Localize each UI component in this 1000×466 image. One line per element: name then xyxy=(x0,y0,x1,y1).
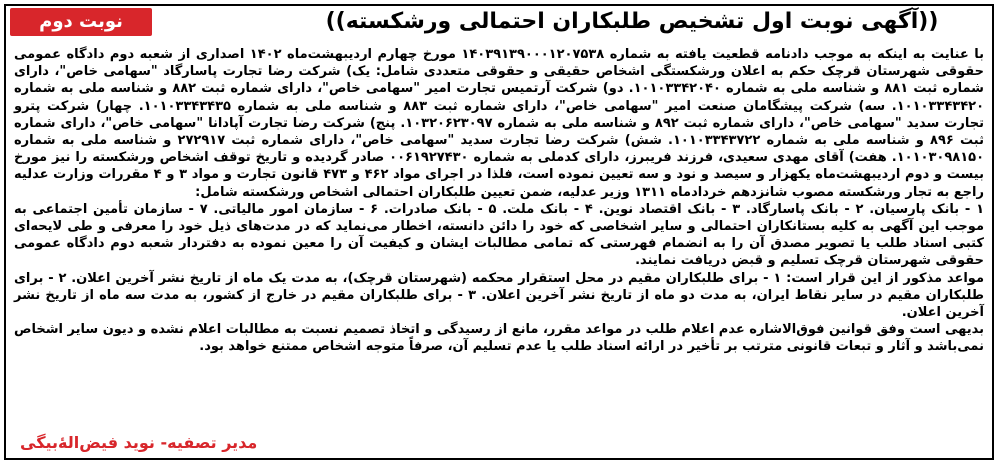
notice-paragraph-consequences: بدیهی است وفق قوانین فوق‌الاشاره عدم اعلام طلب در مواعد مقرر، مانع از رسیدگی و اتخاذ تصمیم نسبت به مطالبات اعلام نشده و دیون سایر اشخاص نمی‌باشد و آثار و تبعات قانونی مترتب بر تأخیر در ارائه اسناد طلب یا عدم تسلیم آن، صرفاً متوجه اشخاص ممتنع خواهد بود. xyxy=(14,322,984,355)
notice-paragraph-deadlines: مواعد مذکور از این قرار است: ۱ - برای طلبکاران مقیم در محل استقرار محکمه (شهرستان قرچک)، به مدت یک ماه از تاریخ نشر آخرین اعلان. ۲ - برای طلبکاران مقیم در سایر نقاط ایران، به مدت دو ماه از تاریخ نشر آخرین اعلان. ۳ - برای طلبکاران مقیم در خارج از کشور، به مدت سه ماه از تاریخ نشر آخرین اعلان. xyxy=(14,270,984,321)
round-badge: نوبت دوم xyxy=(10,8,152,36)
notice-header xyxy=(6,6,992,40)
notice-paragraph-creditors: ۱ - بانک پارسیان. ۲ - بانک پاسارگاد. ۳ - بانک اقتصاد نوین. ۴ - بانک ملت. ۵ - بانک صادرات. ۶ - سازمان امور مالیاتی. ۷ - سازمان تأمین اجتماعی به موجب این آگهی به کلیه بستانکاران احتمالی و سایر اشخاصی که خود را دائن دانسته، اخطار می‌نماید که در مدت‌های ذیل خود را معرفی و طی لایحه‌ای کتبی اسناد طلب یا تصویر مصدق آن را به انضمام فهرستی که تمامی مطالبات ایشان و کیفیت آن را معین نموده به دفتردار شعبه دوم دادگاه عمومی حقوقی شهرستان قرچک تسلیم و قبض دریافت نمایند. xyxy=(14,201,985,269)
legal-notice xyxy=(4,4,994,460)
notice-paragraph-intro: با عنایت به اینکه به موجب دادنامه قطعیت یافته به شماره ۱۴۰۳۹۱۳۹۰۰۰۱۲۰۷۵۳۸ مورخ چهارم اردیبهشت‌ماه ۱۴۰۲ اصداری از شعبه دوم دادگاه عمومی حقوقی شهرستان قرچک حکم به اعلان ورشکستگی اشخاص حقیقی و حقوقی متعددی شامل: یک) شرکت رضا تجارت پاسارگاد "سهامی خاص"، دارای شماره ثبت ۸۸۱ و شناسه ملی به شماره ۱۰۱۰۳۳۴۲۰۴۰. دو) شرکت آرتمیس تجارت امیر "سهامی خاص"، دارای شماره ثبت ۸۸۲ و شناسه ملی به شماره ۱۰۱۰۳۳۴۳۴۲۰. سه) شرکت پیشگامان صنعت امیر "سهامی خاص"، دارای شماره ثبت ۸۸۳ و شناسه ملی به شماره ۱۰۱۰۳۳۴۳۴۳۵. چهار) شرکت پترو تجارت سدید "سهامی خاص"، دارای شماره ثبت ۸۹۲ و شناسه ملی به شماره ۱۰۳۲۰۶۲۳۰۹۷. پنج) شرکت رضا تجارت آپادانا "سهامی خاص"، دارای شماره ثبت ۸۹۶ و شناسه ملی به شماره ۱۰۱۰۳۳۴۳۷۲۲. شش) شرکت رضا تجارت سدید "سهامی خاص"، دارای شماره ثبت ۲۷۲۹۱۷ و شناسه ملی به شماره ۱۰۱۰۳۰۹۸۱۵۰. هفت) آقای مهدی سعیدی، فرزند فریبرز، دارای کدملی به شماره ۰۰۶۱۹۲۷۴۳۰ صادر گردیده و تاریخ توقف اشخاص ورشکسته را نیز مورخ بیست و دوم اردیبهشت‌ماه یکهزار و سیصد و نود و سه تعیین نموده است، فلذا در اجرای مواد ۴۶۲ و ۴۷۳ قانون تجارت و مواد ۳ و ۴ مقررات وزارت عدلیه راجع به تجار ورشکسته مصوب شانزدهم خردادماه ۱۳۱۱ وزیر عدلیه، ضمن تعیین طلبکاران احتمالی اشخاص ورشکسته شامل: xyxy=(14,47,985,200)
notice-body xyxy=(14,46,984,454)
liquidator-signature: مدیر تصفیه- نوید فیض‌الهٔ‌بیگی xyxy=(16,433,261,452)
notice-title: ((آگهی نوبت اول تشخیص طلبکاران احتمالی ورشکسته)) xyxy=(325,9,939,34)
